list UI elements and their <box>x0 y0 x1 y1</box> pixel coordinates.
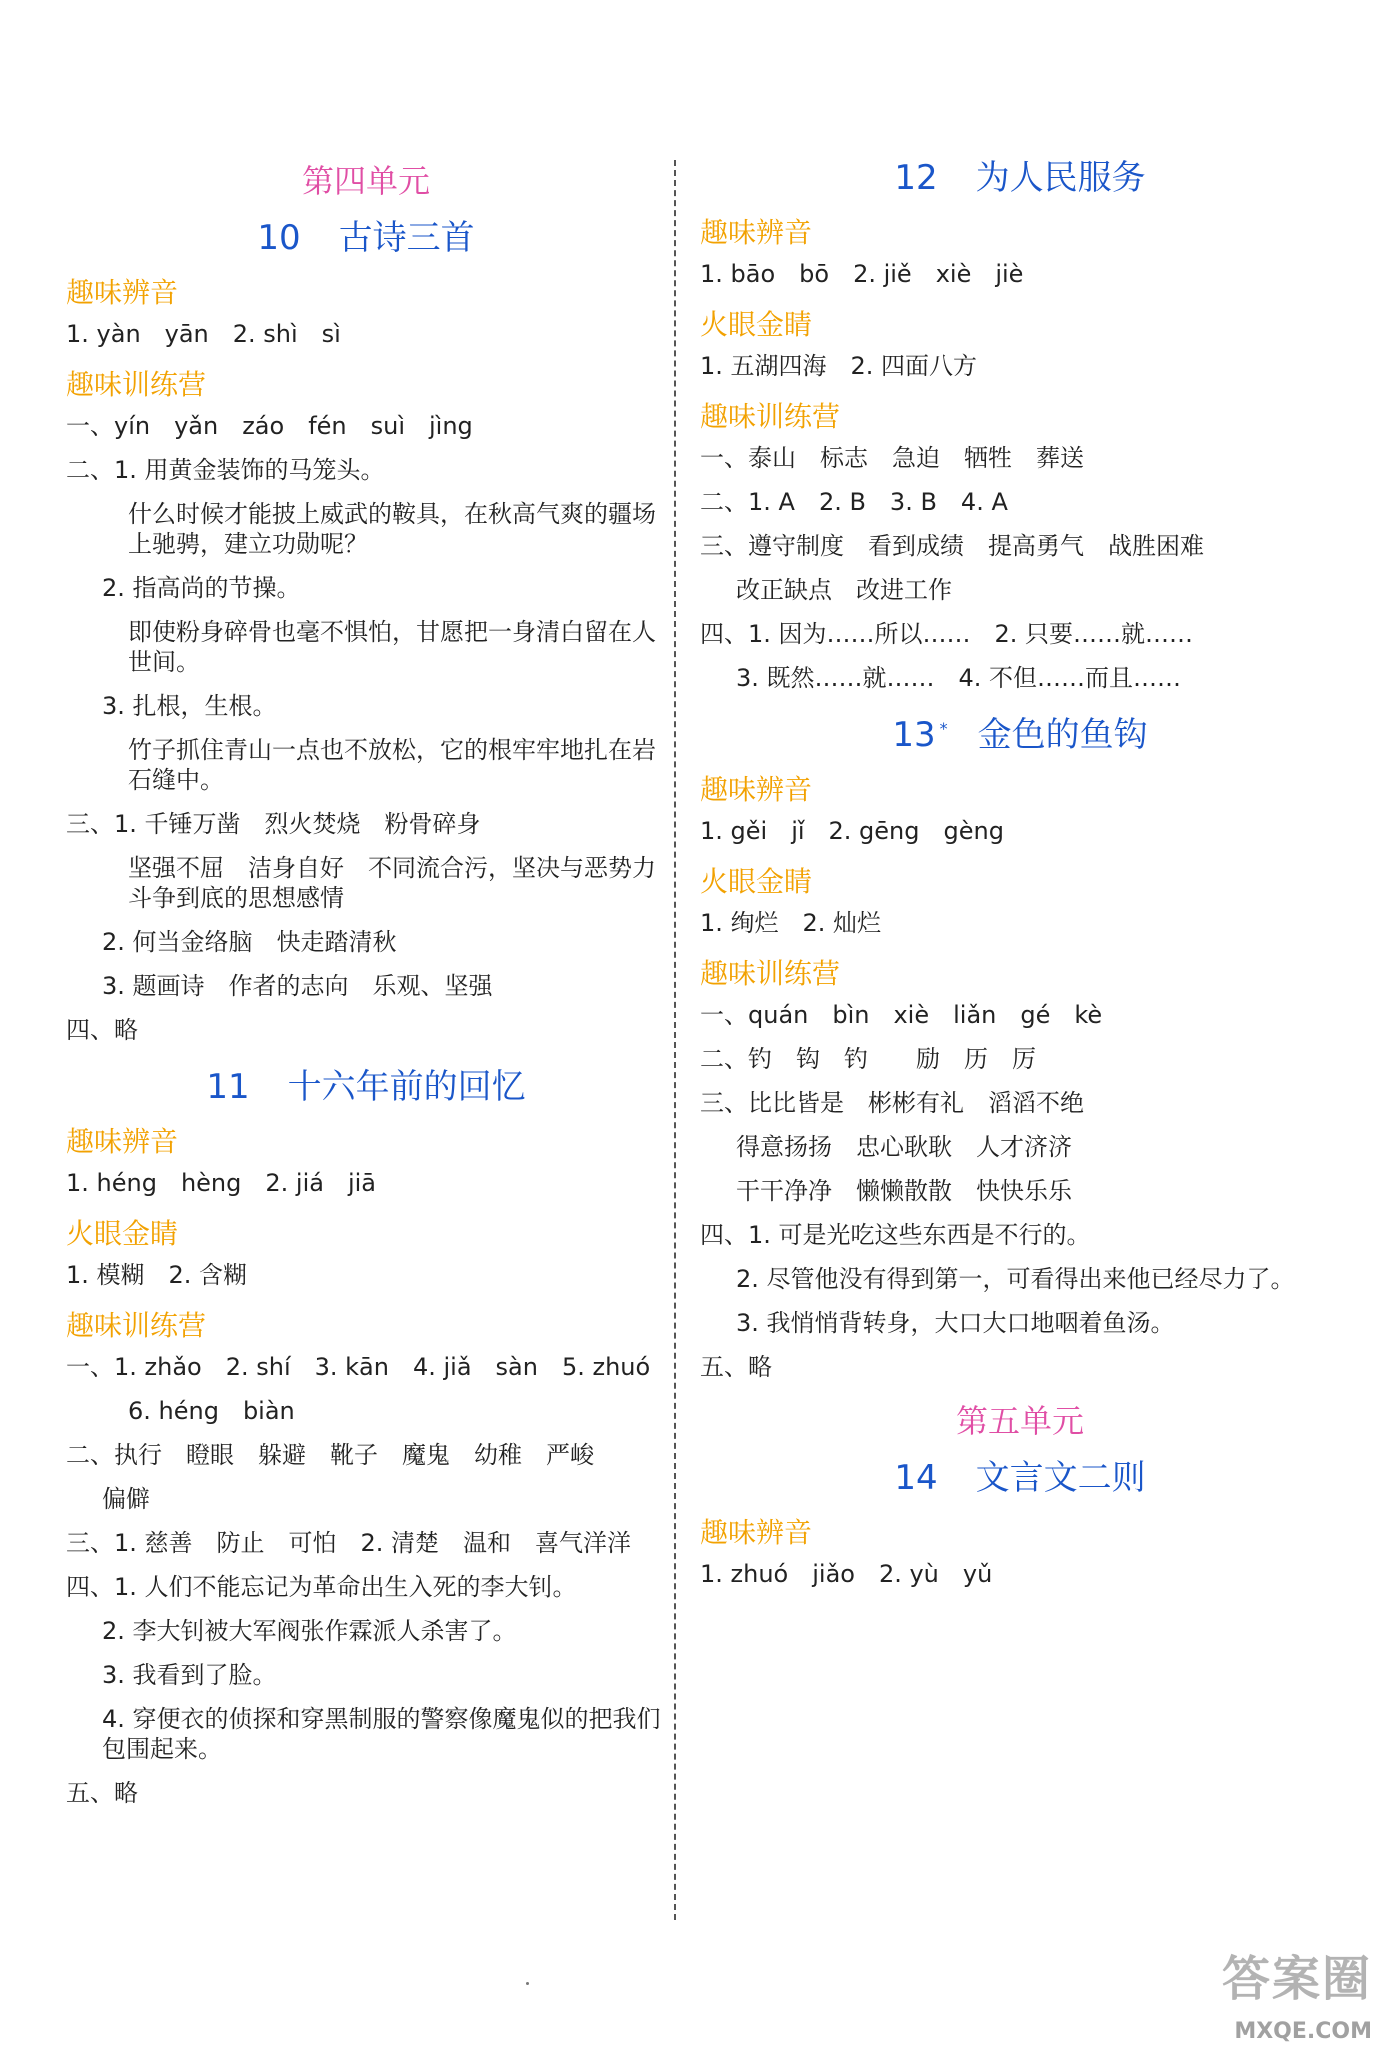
answer-line: 二、钓 钩 钓 励 历 厉 <box>700 1045 1036 1073</box>
lesson-name: 古诗三首 <box>338 218 475 258</box>
answer-line: 3. 我看到了脸。 <box>102 1661 277 1689</box>
watermark-text: 答案圈 <box>1221 1951 1372 2007</box>
lesson-14-title <box>700 1450 1340 1499</box>
answer-line: 四、略 <box>66 1016 138 1044</box>
lesson-13-title <box>700 707 1340 756</box>
answer-line: 四、1. 人们不能忘记为革命出生入死的李大钊。 <box>66 1573 577 1601</box>
answer-line: 二、1. A 2. B 3. B 4. A <box>700 488 1008 516</box>
lesson-name: 为人民服务 <box>975 158 1146 198</box>
answer-line: 6. héng biàn <box>128 1397 295 1425</box>
answer-line: 四、1. 可是光吃这些东西是不行的。 <box>700 1221 1091 1249</box>
unit-four-heading: 第四单元 <box>301 162 430 200</box>
answer-line: 干干净净 懒懒散散 快快乐乐 <box>736 1177 1072 1205</box>
answer-line: 偏僻 <box>102 1485 150 1513</box>
lesson-10-title <box>66 210 666 259</box>
answer-line: 三、1. 千锤万凿 烈火焚烧 粉骨碎身 <box>66 810 481 838</box>
lesson-name: 文言文二则 <box>975 1458 1146 1498</box>
section-heading: 趣味训练营 <box>66 368 207 401</box>
answer-line: 一、yín yǎn záo fén suì jìng <box>66 412 473 440</box>
answer-line: 1. bāo bō 2. jiě xiè jiè <box>700 260 1024 288</box>
left-column <box>66 150 666 1822</box>
answer-line: 五、略 <box>700 1353 772 1381</box>
answer-line: 1. 绚烂 2. 灿烂 <box>700 909 882 937</box>
section-heading: 趣味训练营 <box>700 400 841 433</box>
answer-line: 什么时候才能披上威武的鞍具，在秋高气爽的疆场上驰骋，建立功勋呢？ <box>128 500 656 558</box>
column-divider <box>674 160 676 1920</box>
answer-line: 三、1. 慈善 防止 可怕 2. 清楚 温和 喜气洋洋 <box>66 1529 632 1557</box>
answer-line: 改正缺点 改进工作 <box>736 576 952 604</box>
answer-line: 一、1. zhǎo 2. shí 3. kān 4. jiǎ sàn 5. zhuó <box>66 1353 651 1381</box>
answer-line: 3. 我悄悄背转身，大口大口地咽着鱼汤。 <box>736 1309 1175 1337</box>
lesson-name: 金色的鱼钩 <box>977 715 1148 755</box>
answer-line: 2. 指高尚的节操。 <box>102 574 301 602</box>
answer-line: 五、略 <box>66 1779 138 1807</box>
answer-line: 三、遵守制度 看到成绩 提高勇气 战胜困难 <box>700 532 1204 560</box>
answer-line: 一、泰山 标志 急迫 牺牲 葬送 <box>700 444 1084 472</box>
answer-line: 1. 五湖四海 2. 四面八方 <box>700 352 978 380</box>
answer-line: 3. 扎根，生根。 <box>102 692 277 720</box>
answer-line: 一、quán bìn xiè liǎn gé kè <box>700 1001 1103 1029</box>
lesson-number: 12 <box>894 158 938 198</box>
answer-line: 3. 题画诗 作者的志向 乐观、坚强 <box>102 972 493 1000</box>
answer-line: 3. 既然……就…… 4. 不但……而且…… <box>736 664 1182 692</box>
optional-lesson-mark: * <box>939 718 948 738</box>
answer-line: 2. 尽管他没有得到第一，可看得出来他已经尽力了。 <box>736 1265 1295 1293</box>
answer-line: 1. yàn yān 2. shì sì <box>66 320 341 348</box>
unit-five-heading: 第五单元 <box>955 1402 1084 1440</box>
answer-line: 即使粉身碎骨也毫不惧怕，甘愿把一身清白留在人世间。 <box>128 618 656 676</box>
lesson-11-title <box>66 1059 666 1108</box>
answer-line: 竹子抓住青山一点也不放松，它的根牢牢地扎在岩石缝中。 <box>128 736 656 794</box>
answer-line: 1. héng hèng 2. jiá jiā <box>66 1169 376 1197</box>
section-heading: 趣味辨音 <box>700 216 813 249</box>
answer-line: 二、1. 用黄金装饰的马笼头。 <box>66 456 385 484</box>
answer-line: 四、1. 因为……所以…… 2. 只要……就…… <box>700 620 1194 648</box>
section-heading: 趣味辨音 <box>700 773 813 806</box>
watermark-url: MXQE.COM <box>1234 2019 1372 2044</box>
answer-line: 二、执行 瞪眼 躲避 靴子 魔鬼 幼稚 严峻 <box>66 1441 594 1469</box>
section-heading: 趣味训练营 <box>66 1309 207 1342</box>
section-heading: 趣味辨音 <box>66 276 179 309</box>
answer-line: 坚强不屈 洁身自好 不同流合污，坚决与恶势力斗争到底的思想感情 <box>128 854 656 912</box>
section-heading: 趣味辨音 <box>700 1516 813 1549</box>
answer-line: 得意扬扬 忠心耿耿 人才济济 <box>736 1133 1072 1161</box>
section-heading: 火眼金睛 <box>700 308 813 341</box>
answer-line: 三、比比皆是 彬彬有礼 滔滔不绝 <box>700 1089 1084 1117</box>
section-heading: 火眼金睛 <box>700 865 813 898</box>
lesson-12-title <box>700 150 1340 199</box>
watermark-logo <box>1192 1940 1382 2050</box>
page-dot <box>526 1982 529 1985</box>
lesson-number: 14 <box>894 1458 938 1498</box>
answer-line: 4. 穿便衣的侦探和穿黑制服的警察像魔鬼似的把我们包围起来。 <box>102 1705 661 1763</box>
answer-line: 1. gěi jǐ 2. gēng gèng <box>700 817 1004 845</box>
answer-line: 1. zhuó jiǎo 2. yù yǔ <box>700 1560 993 1588</box>
lesson-number: 13 <box>892 715 936 755</box>
lesson-number: 11 <box>206 1067 250 1107</box>
section-heading: 趣味辨音 <box>66 1125 179 1158</box>
lesson-name: 十六年前的回忆 <box>287 1067 526 1107</box>
answer-line: 1. 模糊 2. 含糊 <box>66 1261 248 1289</box>
section-heading: 火眼金睛 <box>66 1217 179 1250</box>
right-column <box>700 150 1340 1603</box>
answer-line: 2. 李大钊被大军阀张作霖派人杀害了。 <box>102 1617 517 1645</box>
answer-line: 2. 何当金络脑 快走踏清秋 <box>102 928 397 956</box>
lesson-number: 10 <box>257 218 301 258</box>
section-heading: 趣味训练营 <box>700 957 841 990</box>
